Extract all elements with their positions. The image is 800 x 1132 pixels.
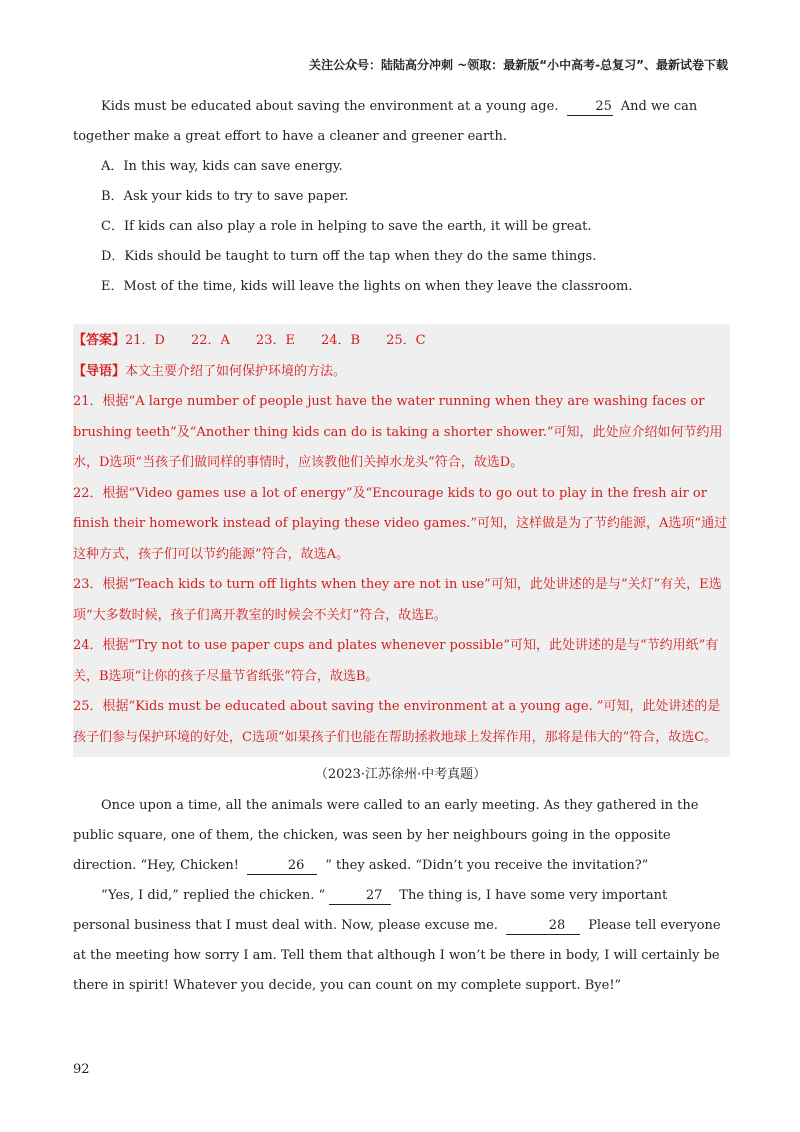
answer-item: 25．C xyxy=(386,333,426,348)
explanation-25: 25．根据“Kids must be educated about saving the environment at a young age. ”可知，此处讲述的是孩子们参与保护环境的好处，C选项“如果孩子们也能在帮助拯救地球上发挥作用，那将是伟大的”符合，故选C。 xyxy=(73,699,721,745)
explanation-24: 24．根据“Try not to use paper cups and plates whenever possible”可知，此处讲述的是与“节约用纸”有关，B选项“让你的孩子尽量节省纸张”符合，故选B。 xyxy=(73,638,719,684)
answer-tag: 【答案】 xyxy=(73,333,126,348)
source-label: （2023·江苏徐州·中考真题） xyxy=(314,767,487,782)
passage-text: And we can together make a great effort to have a cleaner and greener earth. xyxy=(73,99,698,144)
blank-26: 26 xyxy=(247,858,317,875)
page-content xyxy=(73,92,728,1001)
passage2-paragraph-2 xyxy=(73,881,728,1001)
passage-text: Kids must be educated about saving the environment at a young age. xyxy=(101,99,559,114)
answer-line xyxy=(73,326,730,357)
blank-28: 28 xyxy=(506,918,580,935)
guide-line xyxy=(73,357,730,388)
page-number: 92 xyxy=(73,1062,90,1077)
passage-text: Please tell everyone at the meeting how sorry I am. Tell them that although I won’t be there in body, I will certainly be there in spirit! Whatever you decide, you can count on my complete support. Bye!” xyxy=(73,918,721,993)
option-b: B．Ask your kids to try to save paper. xyxy=(101,189,349,204)
passage-paragraph xyxy=(73,92,728,152)
guide-text: 本文主要介绍了如何保护环境的方法。 xyxy=(125,363,347,379)
explanation-23: 23．根据“Teach kids to turn off lights when they are not in use”可知，此处讲述的是与“关灯”有关，E选项“大多数时候，孩子们离开教室的时候会不关灯”符合，故选E。 xyxy=(73,577,722,623)
explanation-22: 22．根据“Video games use a lot of energy”及“Encourage kids to go out to play in the fresh air or finish their homework instead of playing these video games.”可知，这样做是为了节约能源，A选项“通过这种方式，孩子们可以节约能源”符合，故选A。 xyxy=(73,485,728,562)
option-d: D．Kids should be taught to turn off the tap when they do the same things. xyxy=(101,249,597,264)
blank-27: 27 xyxy=(329,888,391,905)
option-e: E．Most of the time, kids will leave the lights on when they leave the classroom. xyxy=(101,279,633,294)
passage-text: The thing is, I have some very important personal business that I must deal with. Now, please excuse me. xyxy=(73,888,668,933)
guide-tag: 【导语】 xyxy=(73,363,126,379)
passage-text: “Yes, I did,” replied the chicken. “ xyxy=(101,888,326,903)
answer-item: 23．E xyxy=(255,333,295,348)
answer-box xyxy=(73,324,730,757)
blank-25: 25 xyxy=(567,99,613,116)
answer-item: 21．D xyxy=(125,333,165,348)
passage-text: ” they asked. “Didn’t you receive the invitation?” xyxy=(325,858,649,873)
option-c: C．If kids can also play a role in helping to save the earth, it will be great. xyxy=(101,219,592,234)
passage2-paragraph-1 xyxy=(73,791,728,881)
page-header: 关注公众号：陆陆高分冲刺 ~领取：最新版“小中高考-总复习”、最新试卷下载 xyxy=(309,58,728,72)
answer-item: 24．B xyxy=(320,333,361,348)
option-a: A．In this way, kids can save energy. xyxy=(101,159,343,174)
passage-text: Once upon a time, all the animals were called to an early meeting. As they gathered in the public square, one of them, the chicken, was seen by her neighbours going in the opposite direction. “Hey, Chicken! xyxy=(73,798,699,873)
answer-item: 22．A xyxy=(190,333,230,348)
explanation-21: 21．根据“A large number of people just have the water running when they are washing faces or brushing teeth”及“Another thing kids can do is taking a shorter shower.”可知，此处应介绍如何节约用水，D选项“当孩子们做同样的事情时，应该教他们关掉水龙头”符合，故选D。 xyxy=(73,394,723,470)
